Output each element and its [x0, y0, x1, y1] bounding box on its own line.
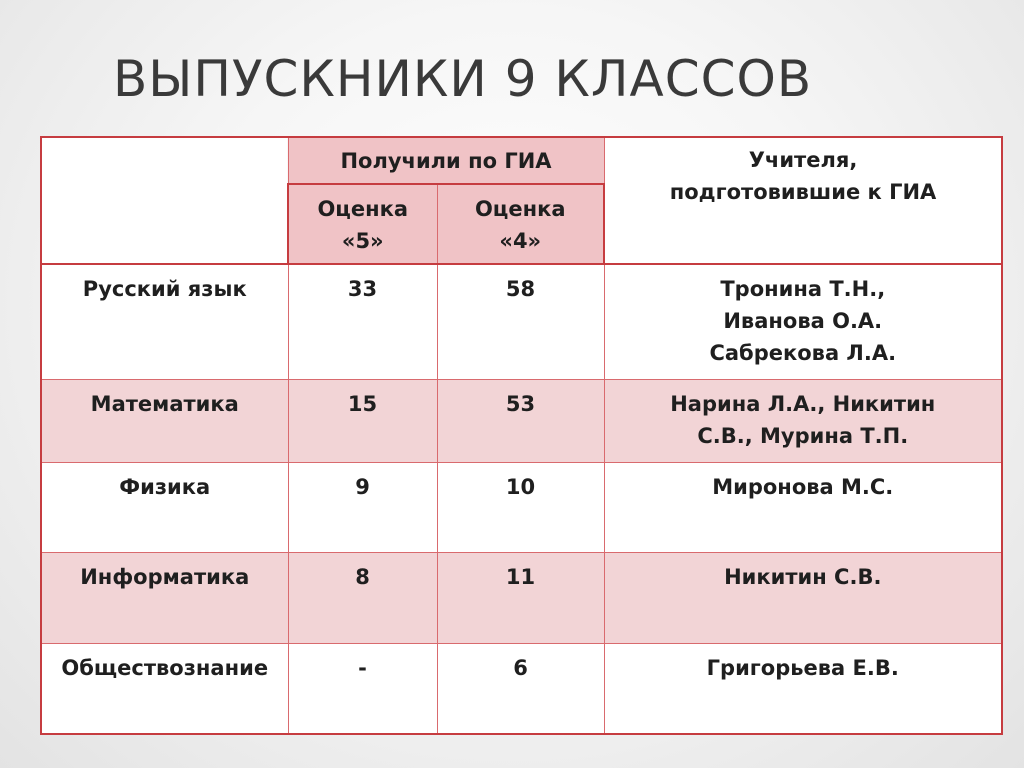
teacher-line: Миронова М.С.: [712, 474, 894, 499]
subject-label: Информатика: [80, 564, 250, 589]
header-teachers-label-line-2: подготовившие к ГИА: [669, 180, 937, 204]
grade5-value: 33: [347, 277, 378, 301]
grade5-cell: [288, 379, 437, 462]
header-group-cell: [288, 137, 604, 184]
teachers-cell: [604, 462, 1002, 552]
table-row: [41, 264, 1002, 379]
grade4-value: 10: [505, 474, 536, 499]
teacher-line: С.В., Мурина Т.П.: [697, 423, 909, 448]
teacher-line: Никитин С.В.: [724, 564, 882, 589]
teacher-line: Тронина Т.Н.,: [720, 277, 886, 301]
teachers-cell: [604, 379, 1002, 462]
grade4-value: 6: [513, 655, 528, 680]
grade4-cell: [437, 462, 604, 552]
subject-label: Обществознание: [61, 655, 269, 680]
subject-cell: [41, 264, 288, 379]
grade5-cell: [288, 264, 437, 379]
grade5-value: -: [358, 655, 367, 680]
header-teachers-cell: [604, 137, 1002, 264]
table-header-row: [41, 137, 1002, 184]
grade4-cell: [437, 643, 604, 734]
grade4-cell: [437, 379, 604, 462]
grade5-cell: [288, 643, 437, 734]
subject-label: Русский язык: [82, 277, 247, 301]
grade5-value: 9: [355, 474, 370, 499]
teacher-line: Григорьева Е.В.: [706, 655, 899, 680]
subject-label: Математика: [90, 391, 239, 416]
header-grade5-line-1: Оценка: [317, 197, 409, 221]
header-grade4-cell: [437, 184, 604, 264]
table-row: [41, 552, 1002, 643]
subject-cell: [41, 379, 288, 462]
subject-cell: [41, 462, 288, 552]
grade4-cell: [437, 264, 604, 379]
teachers-cell: [604, 643, 1002, 734]
subject-cell: [41, 643, 288, 734]
slide-title: ВЫПУСКНИКИ 9 КЛАССОВ: [113, 50, 813, 108]
grade4-value: 11: [505, 564, 536, 589]
grade4-value: 58: [505, 277, 536, 301]
teacher-line: Иванова О.А.: [723, 309, 883, 333]
grade5-cell: [288, 552, 437, 643]
subject-label: Физика: [119, 474, 211, 499]
teacher-line: Нарина Л.А., Никитин: [670, 391, 936, 416]
grade5-value: 15: [347, 391, 378, 416]
header-grade4-line-1: Оценка: [474, 197, 566, 221]
teachers-cell: [604, 552, 1002, 643]
header-grade5-cell: [288, 184, 437, 264]
teachers-cell: [604, 264, 1002, 379]
grade4-cell: [437, 552, 604, 643]
gia-results-table: [40, 136, 1003, 735]
header-teachers-label-line-1: Учителя,: [748, 148, 858, 172]
grade5-cell: [288, 462, 437, 552]
teacher-line: Сабрекова Л.А.: [709, 341, 897, 365]
table-row: [41, 643, 1002, 734]
header-grade4-line-2: «4»: [499, 229, 542, 253]
grade5-value: 8: [355, 564, 370, 589]
header-group-label: Получили по ГИА: [340, 148, 552, 173]
header-grade5-line-2: «5»: [341, 229, 384, 253]
table-row: [41, 379, 1002, 462]
subject-cell: [41, 552, 288, 643]
grade4-value: 53: [505, 391, 536, 416]
header-empty-cell: [41, 137, 288, 264]
table-row: [41, 462, 1002, 552]
